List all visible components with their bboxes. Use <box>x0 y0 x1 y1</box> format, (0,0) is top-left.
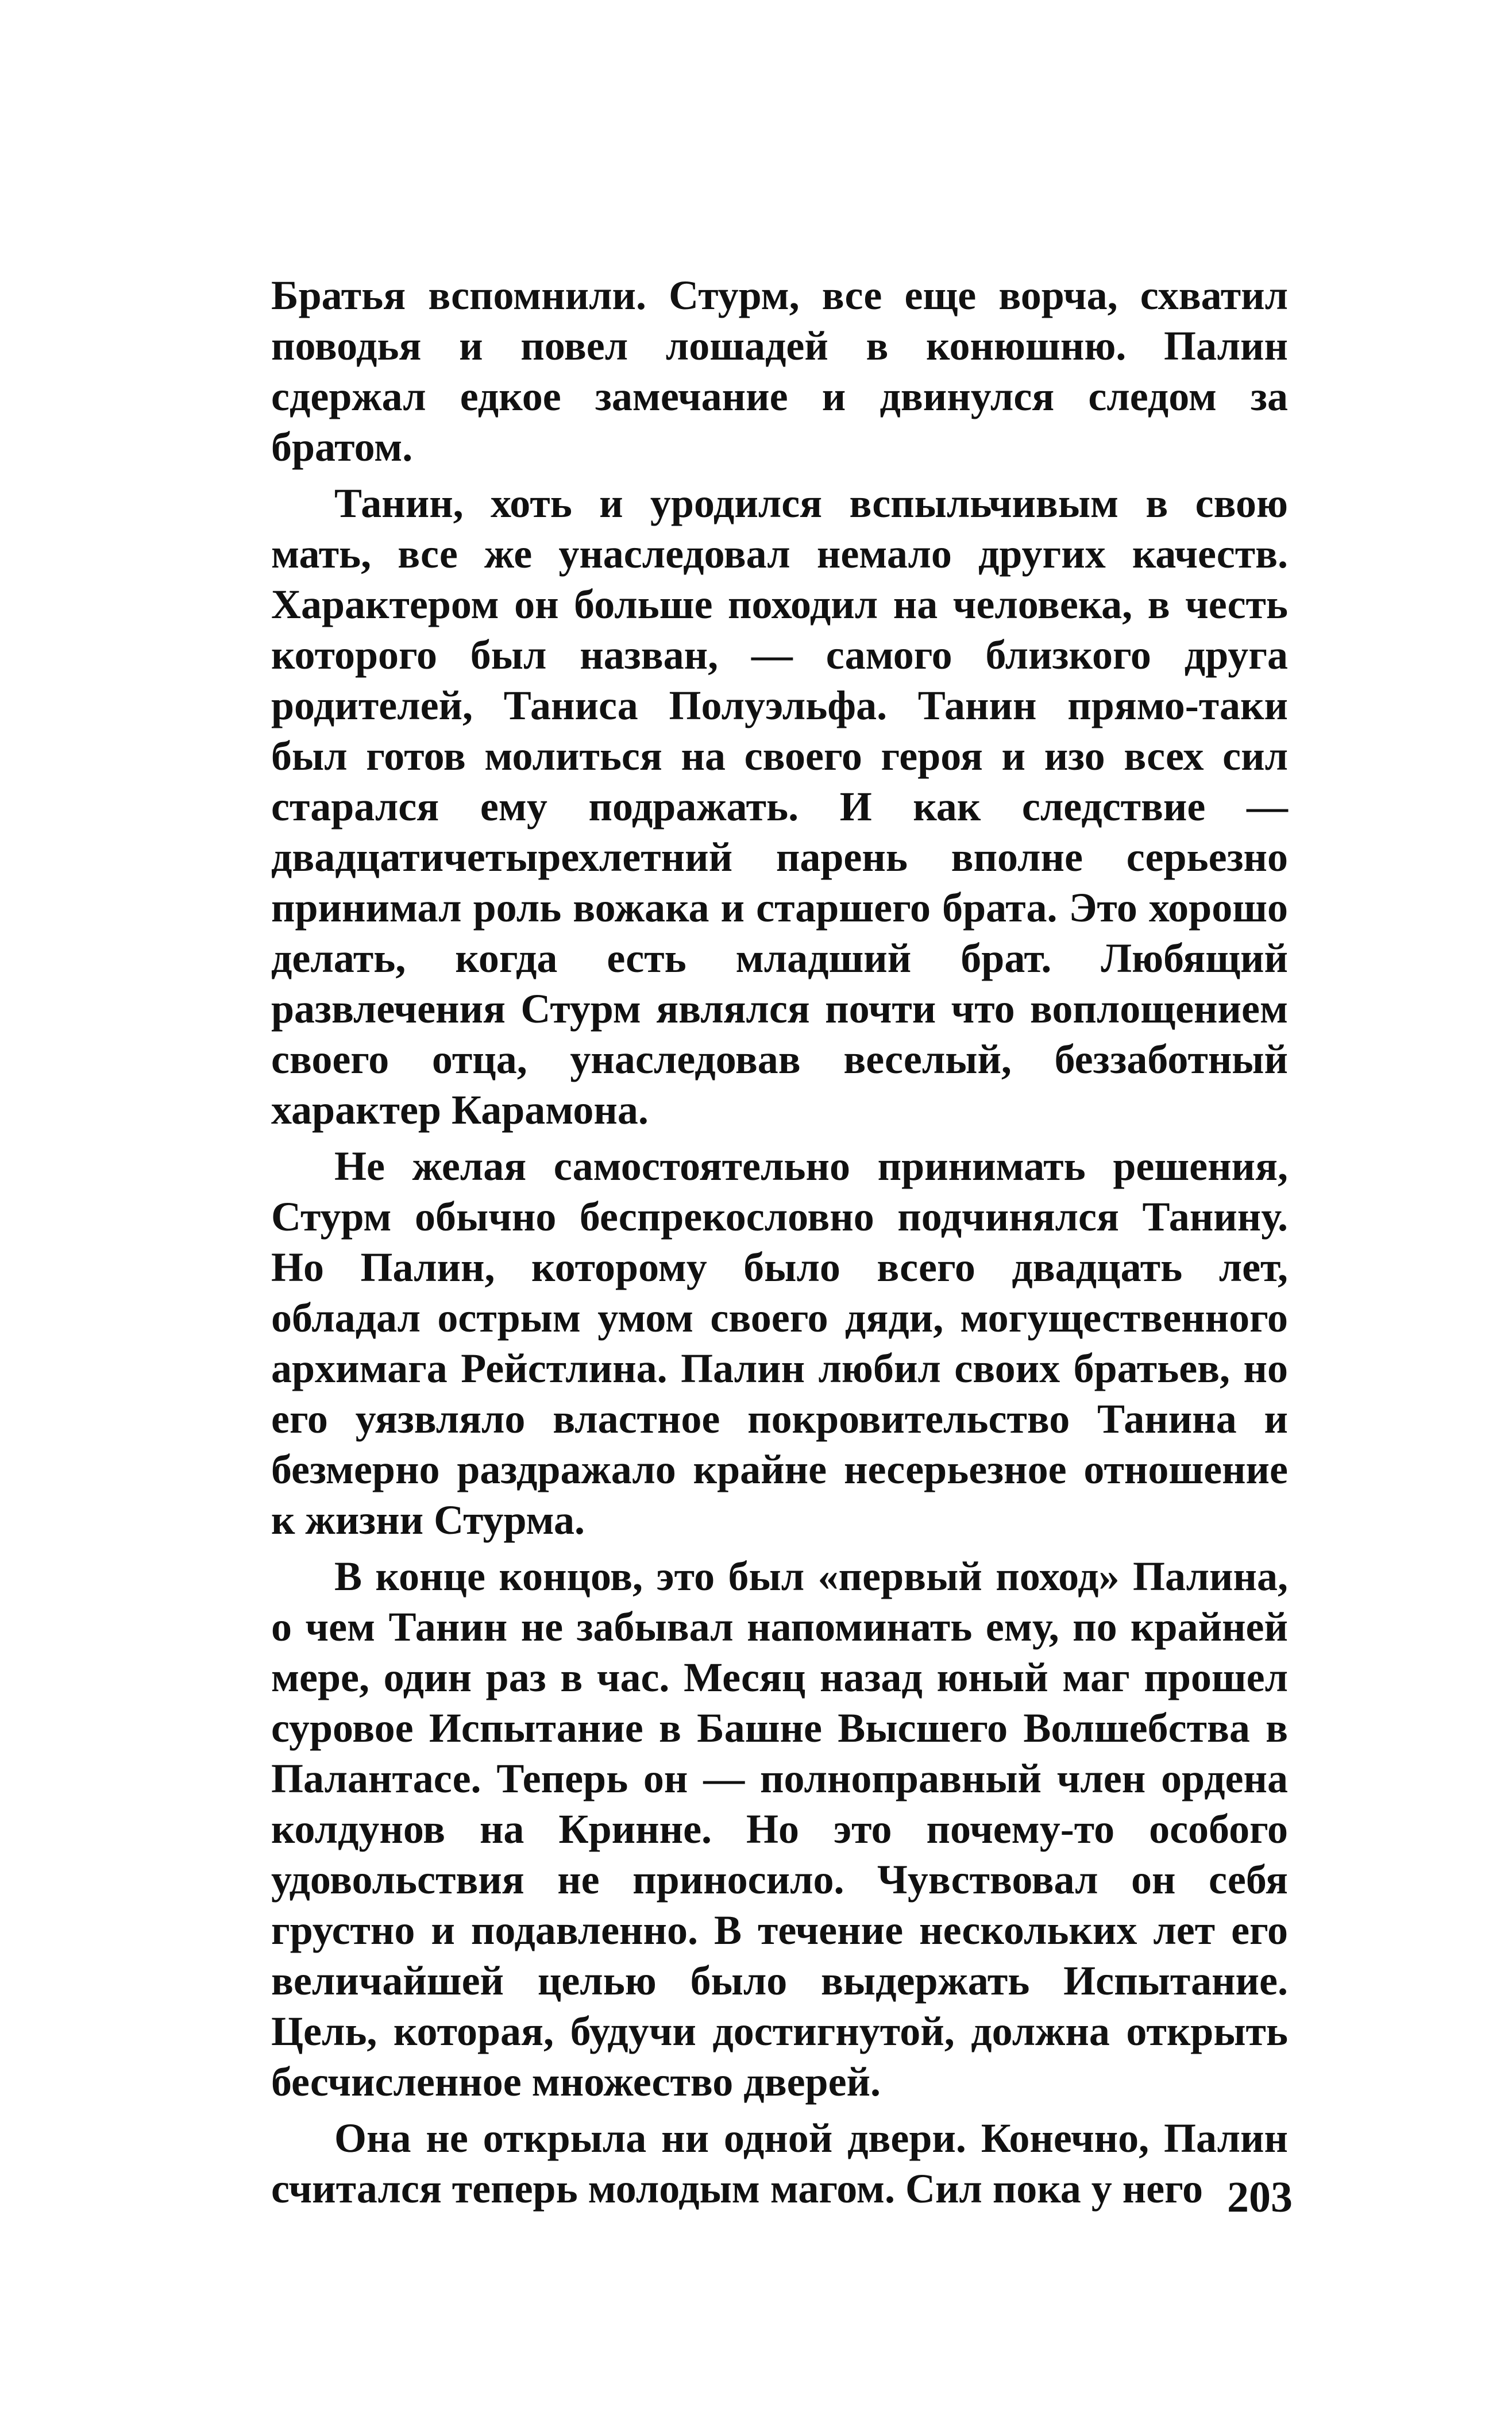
paragraph-1: Братья вспомнили. Стурм, все еще ворча, схватил поводья и повел лошадей в конюшню. Палин сдержал едкое замечание и двинулся следом за братом. <box>271 272 1288 470</box>
paragraph-3: Не желая самостоятельно принимать решения, Стурм обычно беспрекословно подчинялся Танину. Но Палин, которому было всего двадцать лет, обладал острым умом своего дяди, могущественного архимага Рейстлина. Палин любил своих братьев, но его уязвляло властное покровительство Танина и безмерно раздражало крайне несерьезное отношение к жизни Стурма. <box>271 1143 1288 1543</box>
body-text <box>271 270 1288 2220</box>
page-number: 203 <box>1227 2173 1293 2221</box>
paragraph-5: Она не открыла ни одной двери. Конечно, Палин считался теперь молодым магом. Сил пока у него <box>271 2115 1288 2212</box>
paragraph-4: В конце концов, это был «первый поход» Палина, о чем Танин не забывал напоминать ему, по крайней мере, один раз в час. Месяц назад юный маг прошел суровое Испытание в Башне Высшего Волшебства в Палантасе. Теперь он — полноправный член ордена колдунов на Кринне. Но это почему-то особого удовольствия не приносило. Чувствовал он себя грустно и подавленно. В течение нескольких лет его величайшей целью было выдержать Испытание. Цель, которая, будучи достигнутой, должна открыть бесчисленное множество дверей. <box>271 1553 1288 2105</box>
paragraph-2: Танин, хоть и уродился вспыльчивым в свою мать, все же унаследовал немало других качеств. Характером он больше походил на человека, в честь которого был назван, — самого близкого друга родителей, Таниса Полуэльфа. Танин прямо-таки был готов молиться на своего героя и изо всех сил старался ему подражать. И как следствие — двадцатичетырехлетний парень вполне серьезно принимал роль вожака и старшего брата. Это хорошо делать, когда есть младший брат. Любящий развлечения Стурм являлся почти что воплощением своего отца, унаследовав веселый, беззаботный характер Карамона. <box>271 480 1288 1133</box>
